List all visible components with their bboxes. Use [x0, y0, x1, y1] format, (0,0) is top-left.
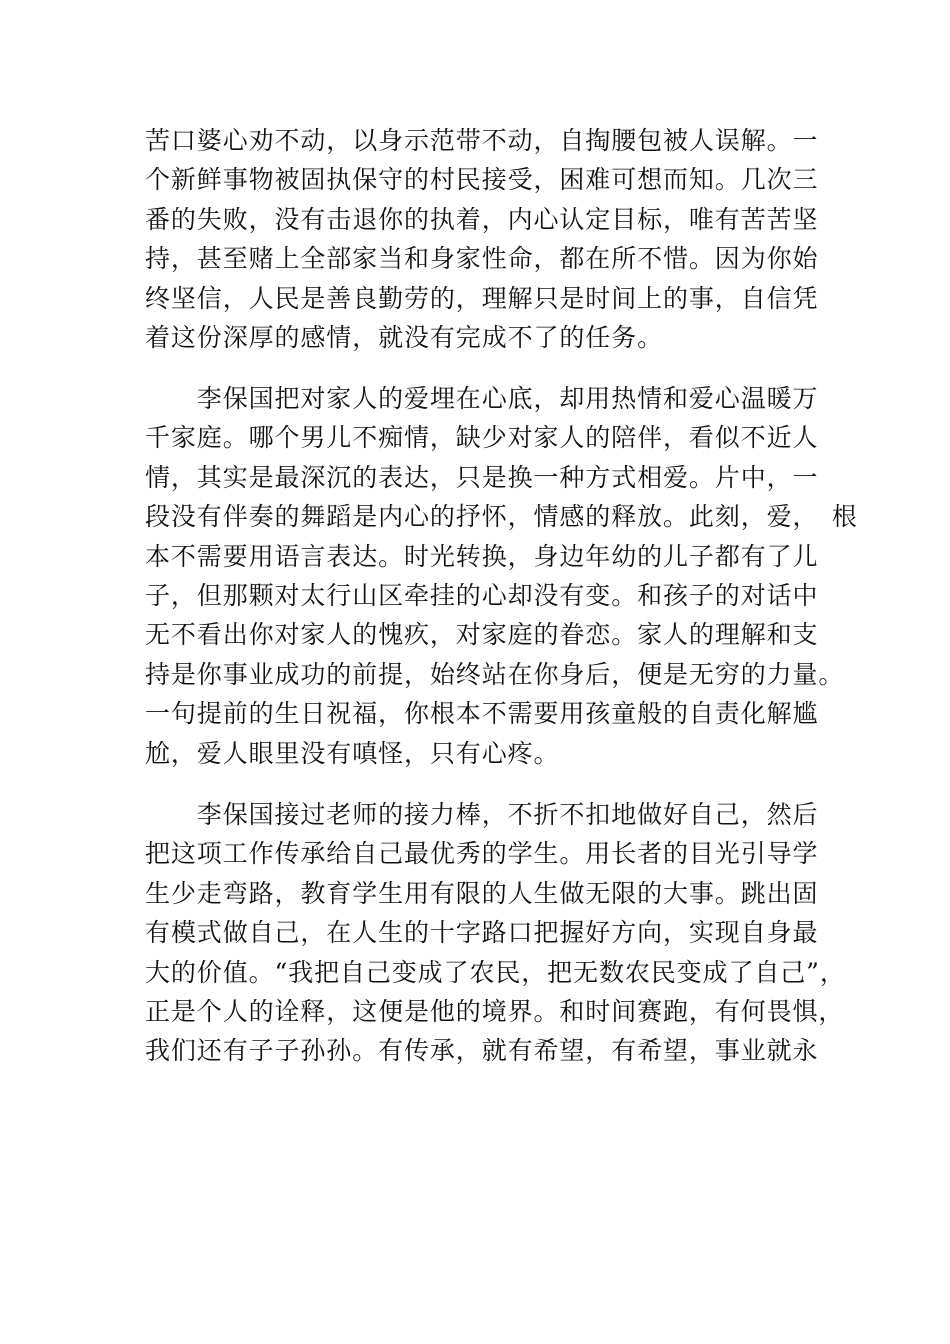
text-line: 情，其实是最深沉的表达，只是换一种方式相爱。片中，一 [145, 462, 819, 492]
text-line: 持，甚至赌上全部家当和身家性命，都在所不惜。因为你始 [145, 244, 819, 274]
paragraph-3 [145, 795, 845, 1071]
text-line: 大的价值。“我把自己变成了农民，把无数农民变成了自己”， [145, 957, 846, 987]
text-line: 终坚信，人民是善良勤劳的，理解只是时间上的事，自信凭 [145, 283, 819, 313]
text-line: 我们还有子子孙孙。有传承，就有希望，有希望，事业就永 [145, 1036, 819, 1066]
paragraph-2 [145, 379, 858, 773]
text-line: 番的失败，没有击退你的执着，内心认定目标，唯有苦苦坚 [145, 204, 819, 234]
text-line: 本不需要用语言表达。时光转换，身边年幼的儿子都有了儿 [145, 541, 819, 571]
text-line: 李保国接过老师的接力棒，不折不扣地做好自己，然后 [145, 800, 819, 829]
text-line: 有模式做自己，在人生的十字路口把握好方向，实现自身最 [145, 918, 819, 948]
text-line: 生少走弯路，教育学生用有限的人生做无限的大事。跳出固 [145, 878, 819, 908]
text-line: 李保国把对家人的爱埋在心底，却用热情和爱心温暖万 [145, 384, 819, 413]
text-line: 着这份深厚的感情，就没有完成不了的任务。 [145, 322, 664, 352]
text-line: 千家庭。哪个男儿不痴情，缺少对家人的陪伴，看似不近人 [145, 423, 819, 453]
text-line: 一句提前的生日祝福，你根本不需要用孩童般的自责化解尴 [145, 699, 819, 729]
text-line: 把这项工作传承给自己最优秀的学生。用长者的目光引导学 [145, 839, 819, 869]
text-line: 段没有伴奏的舞蹈是内心的抒怀，情感的释放。此刻，爱， 根 [145, 502, 858, 532]
text-line: 正是个人的诠释，这便是他的境界。和时间赛跑，有何畏惧， [145, 996, 845, 1026]
text-line: 无不看出你对家人的愧疚，对家庭的眷恋。家人的理解和支 [145, 620, 819, 650]
text-line: 子，但那颗对太行山区牵挂的心却没有变。和孩子的对话中 [145, 580, 819, 610]
paragraph-1 [145, 121, 845, 357]
text-line: 个新鲜事物被固执保守的村民接受，困难可想而知。几次三 [145, 165, 819, 195]
text-line: 尬，爱人眼里没有嗔怪，只有心疼。 [145, 738, 560, 768]
text-line: 持是你事业成功的前提，始终站在你身后，便是无穷的力量。 [145, 659, 845, 689]
text-line: 苦口婆心劝不动，以身示范带不动，自掏腰包被人误解。一 [145, 126, 819, 155]
